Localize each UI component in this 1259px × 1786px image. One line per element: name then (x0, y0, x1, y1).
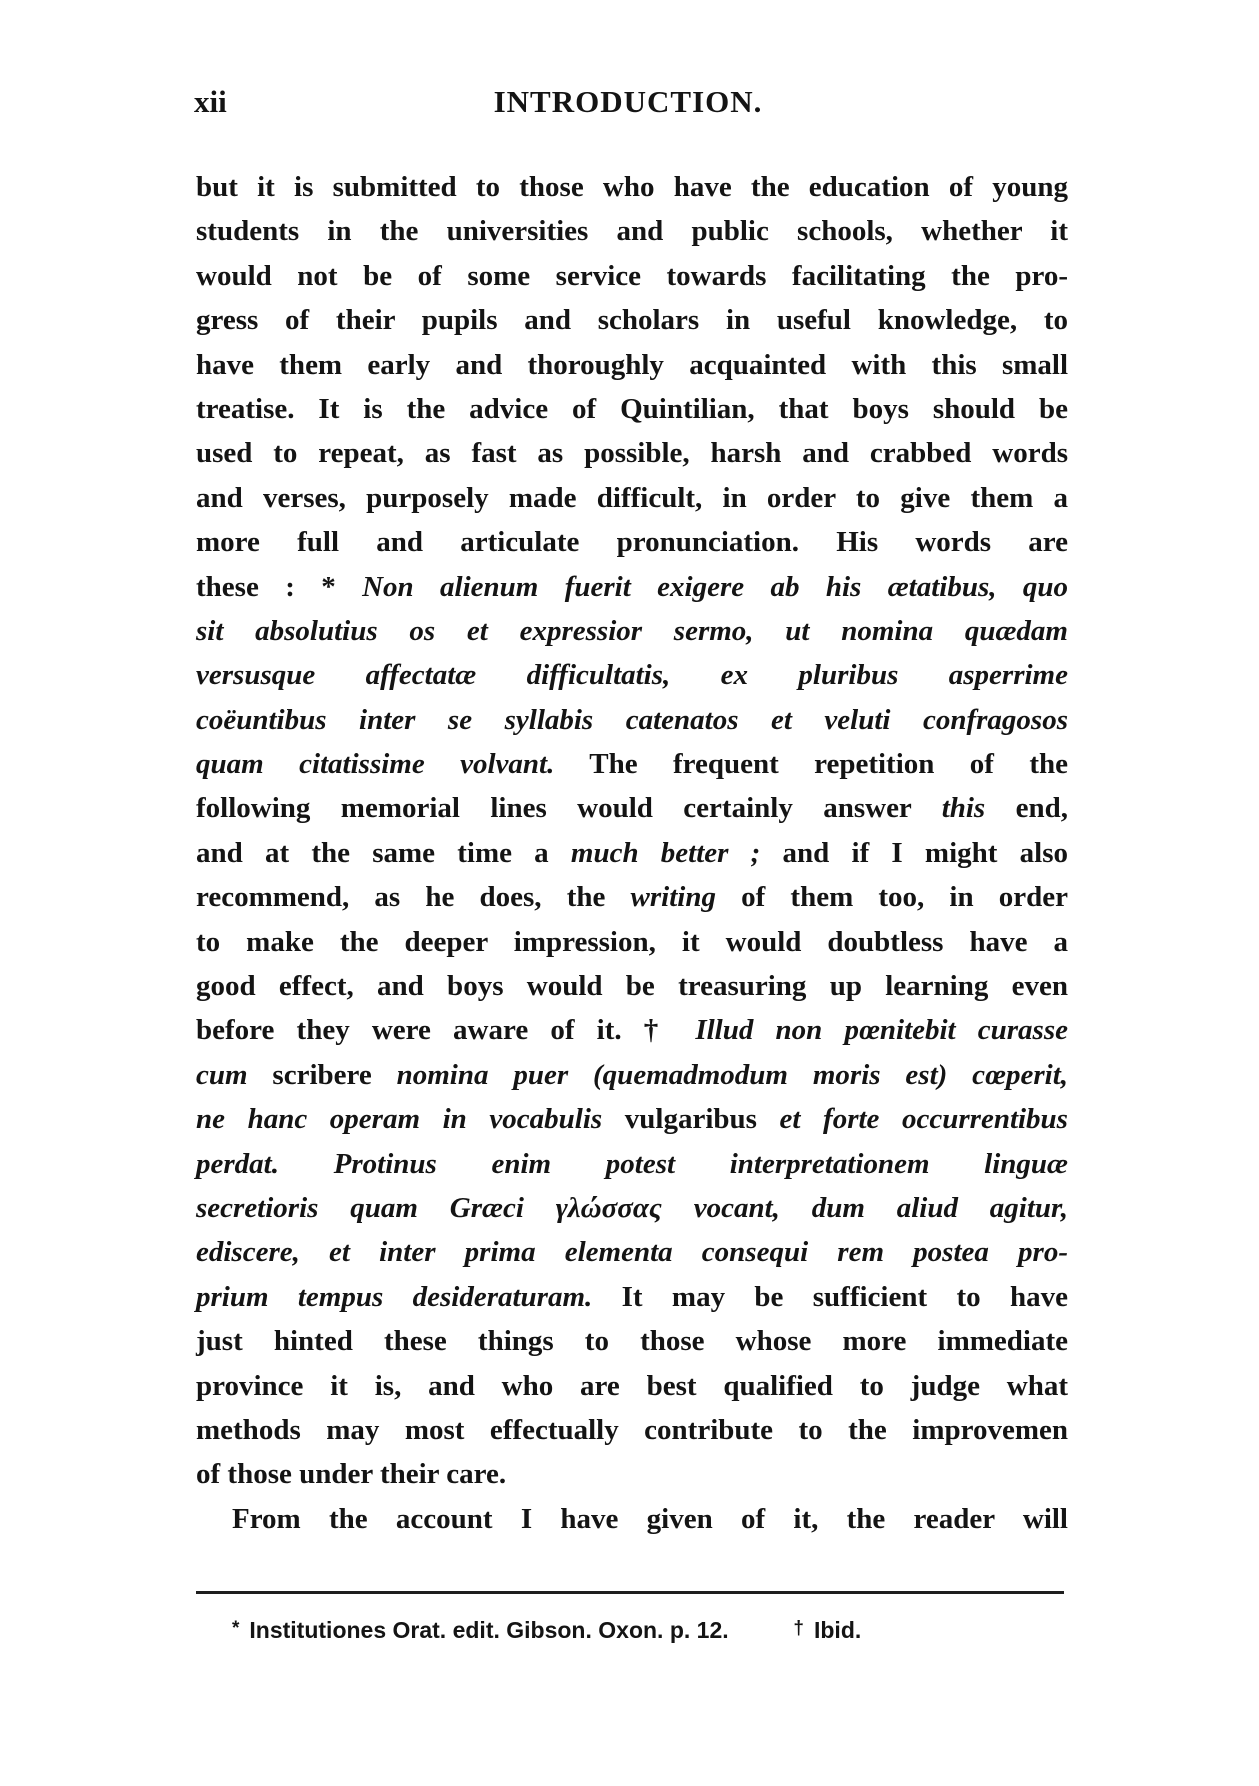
text-segment: these : * (196, 570, 363, 603)
text-line (196, 476, 1068, 520)
text-segment: gress of their pupils and scholars in useful knowledge, to (196, 304, 1068, 337)
text-line (196, 520, 1068, 564)
text-segment: treatise. It is the advice of Quintilian, that boys should be (196, 392, 1068, 425)
text-line (196, 698, 1068, 742)
text-line (196, 964, 1068, 1008)
italic-segment: writing (630, 881, 716, 914)
text-line (196, 209, 1068, 253)
footnotes (232, 1617, 1032, 1644)
text-segment: vulgaribus (602, 1103, 780, 1136)
italic-segment: quam citatissime volvant. (196, 748, 555, 781)
italic-segment: nomina puer (quemadmodum moris est) cœperit, (396, 1058, 1068, 1091)
italic-segment: secretioris quam Græci γλώσσας vocant, dum aliud agitur, (196, 1191, 1068, 1224)
italic-segment: coëuntibus inter se syllabis catenatos et veluti confragosos (196, 703, 1068, 736)
text-line (196, 1364, 1068, 1408)
italic-segment: ne hanc operam in vocabulis (196, 1103, 603, 1136)
text-line (196, 1097, 1068, 1141)
text-segment: scribere (247, 1058, 397, 1091)
text-segment: end, (985, 792, 1068, 825)
text-line (196, 920, 1068, 964)
text-segment: students in the universities and public schools, whether it (196, 215, 1068, 248)
text-line (196, 1142, 1068, 1186)
text-line (196, 1008, 1068, 1052)
text-line (196, 165, 1068, 209)
footnote-1 (232, 1617, 735, 1643)
italic-segment: perdat. Protinus enim potest interpretationem linguæ (196, 1147, 1068, 1180)
text-line (196, 1452, 1068, 1496)
text-line (196, 387, 1068, 431)
text-line (196, 1319, 1068, 1363)
text-segment: to make the deeper impression, it would doubtless have a (196, 925, 1068, 958)
text-segment: before they were aware of it. † (196, 1014, 696, 1047)
text-segment: would not be of some service towards facilitating the pro- (196, 259, 1068, 292)
footnote-2-marker: † (793, 1618, 804, 1639)
text-segment: of them too, in order (715, 881, 1069, 914)
text-segment: more full and articulate pronunciation. His words are (196, 526, 1068, 559)
text-segment: It may be sufficient to have (592, 1280, 1068, 1313)
italic-segment: et forte occurrentibus (779, 1103, 1068, 1136)
body-text (196, 165, 1068, 1541)
italic-segment: ediscere, et inter prima elementa consequi rem postea pro- (196, 1236, 1068, 1269)
italic-segment: this (941, 792, 986, 825)
text-segment: used to repeat, as fast as possible, harsh and crabbed words (196, 437, 1068, 470)
italic-segment: versusque affectatæ difficultatis, ex pluribus asperrime (196, 659, 1068, 692)
text-line (196, 565, 1068, 609)
text-line (196, 1497, 1068, 1541)
text-segment: recommend, as he does, the (196, 881, 631, 914)
text-line (196, 343, 1068, 387)
text-line (196, 1408, 1068, 1452)
italic-segment: prium tempus desideraturam. (196, 1280, 593, 1313)
footnote-rule (196, 1591, 1064, 1594)
text-segment: and if I might also (760, 836, 1068, 869)
italic-segment: cum (196, 1058, 248, 1091)
text-line (196, 298, 1068, 342)
text-line (196, 254, 1068, 298)
text-segment: good effect, and boys would be treasuring up learning even (196, 970, 1068, 1003)
text-line (196, 831, 1068, 875)
text-line (196, 875, 1068, 919)
text-line (196, 742, 1068, 786)
text-line (196, 1053, 1068, 1097)
text-segment: just hinted these things to those whose more immediate (196, 1325, 1068, 1358)
italic-segment: sit absolutius os et expressior sermo, ut nomina quædam (196, 614, 1068, 647)
text-line (196, 1186, 1068, 1230)
page-header (194, 84, 1062, 134)
italic-segment: Illud non pœnitebit curasse (695, 1014, 1068, 1047)
text-line (196, 431, 1068, 475)
text-segment: have them early and thoroughly acquainted with this small (196, 348, 1068, 381)
text-line (196, 609, 1068, 653)
text-segment: The frequent repetition of the (554, 748, 1068, 781)
text-segment: From the account I have given of it, the reader will (232, 1502, 1068, 1535)
text-line (196, 1230, 1068, 1274)
footnote-2-text: Ibid. (813, 1617, 862, 1643)
text-segment: and verses, purposely made difficult, in order to give them a (196, 481, 1068, 514)
italic-segment: Non alienum fuerit exigere ab his ætatibus, quo (362, 570, 1068, 603)
text-line (196, 1275, 1068, 1319)
footnote-1-text: Institutiones Orat. edit. Gibson. Oxon. p. 12. (249, 1617, 729, 1643)
running-title: INTRODUCTION. (493, 84, 763, 119)
footnote-2 (793, 1617, 861, 1643)
text-line (196, 786, 1068, 830)
footnote-1-marker: * (232, 1618, 240, 1639)
text-segment: of those under their care. (196, 1458, 507, 1491)
text-segment: but it is submitted to those who have the education of young (196, 171, 1068, 203)
text-segment: following memorial lines would certainly answer (196, 792, 942, 825)
italic-segment: much better ; (570, 836, 761, 869)
text-segment: and at the same time a (196, 836, 571, 869)
page-number: xii (194, 84, 227, 119)
text-segment: province it is, and who are best qualified to judge what (196, 1369, 1068, 1402)
text-segment: methods may most effectually contribute to the improvemen (196, 1413, 1068, 1446)
text-line (196, 653, 1068, 697)
